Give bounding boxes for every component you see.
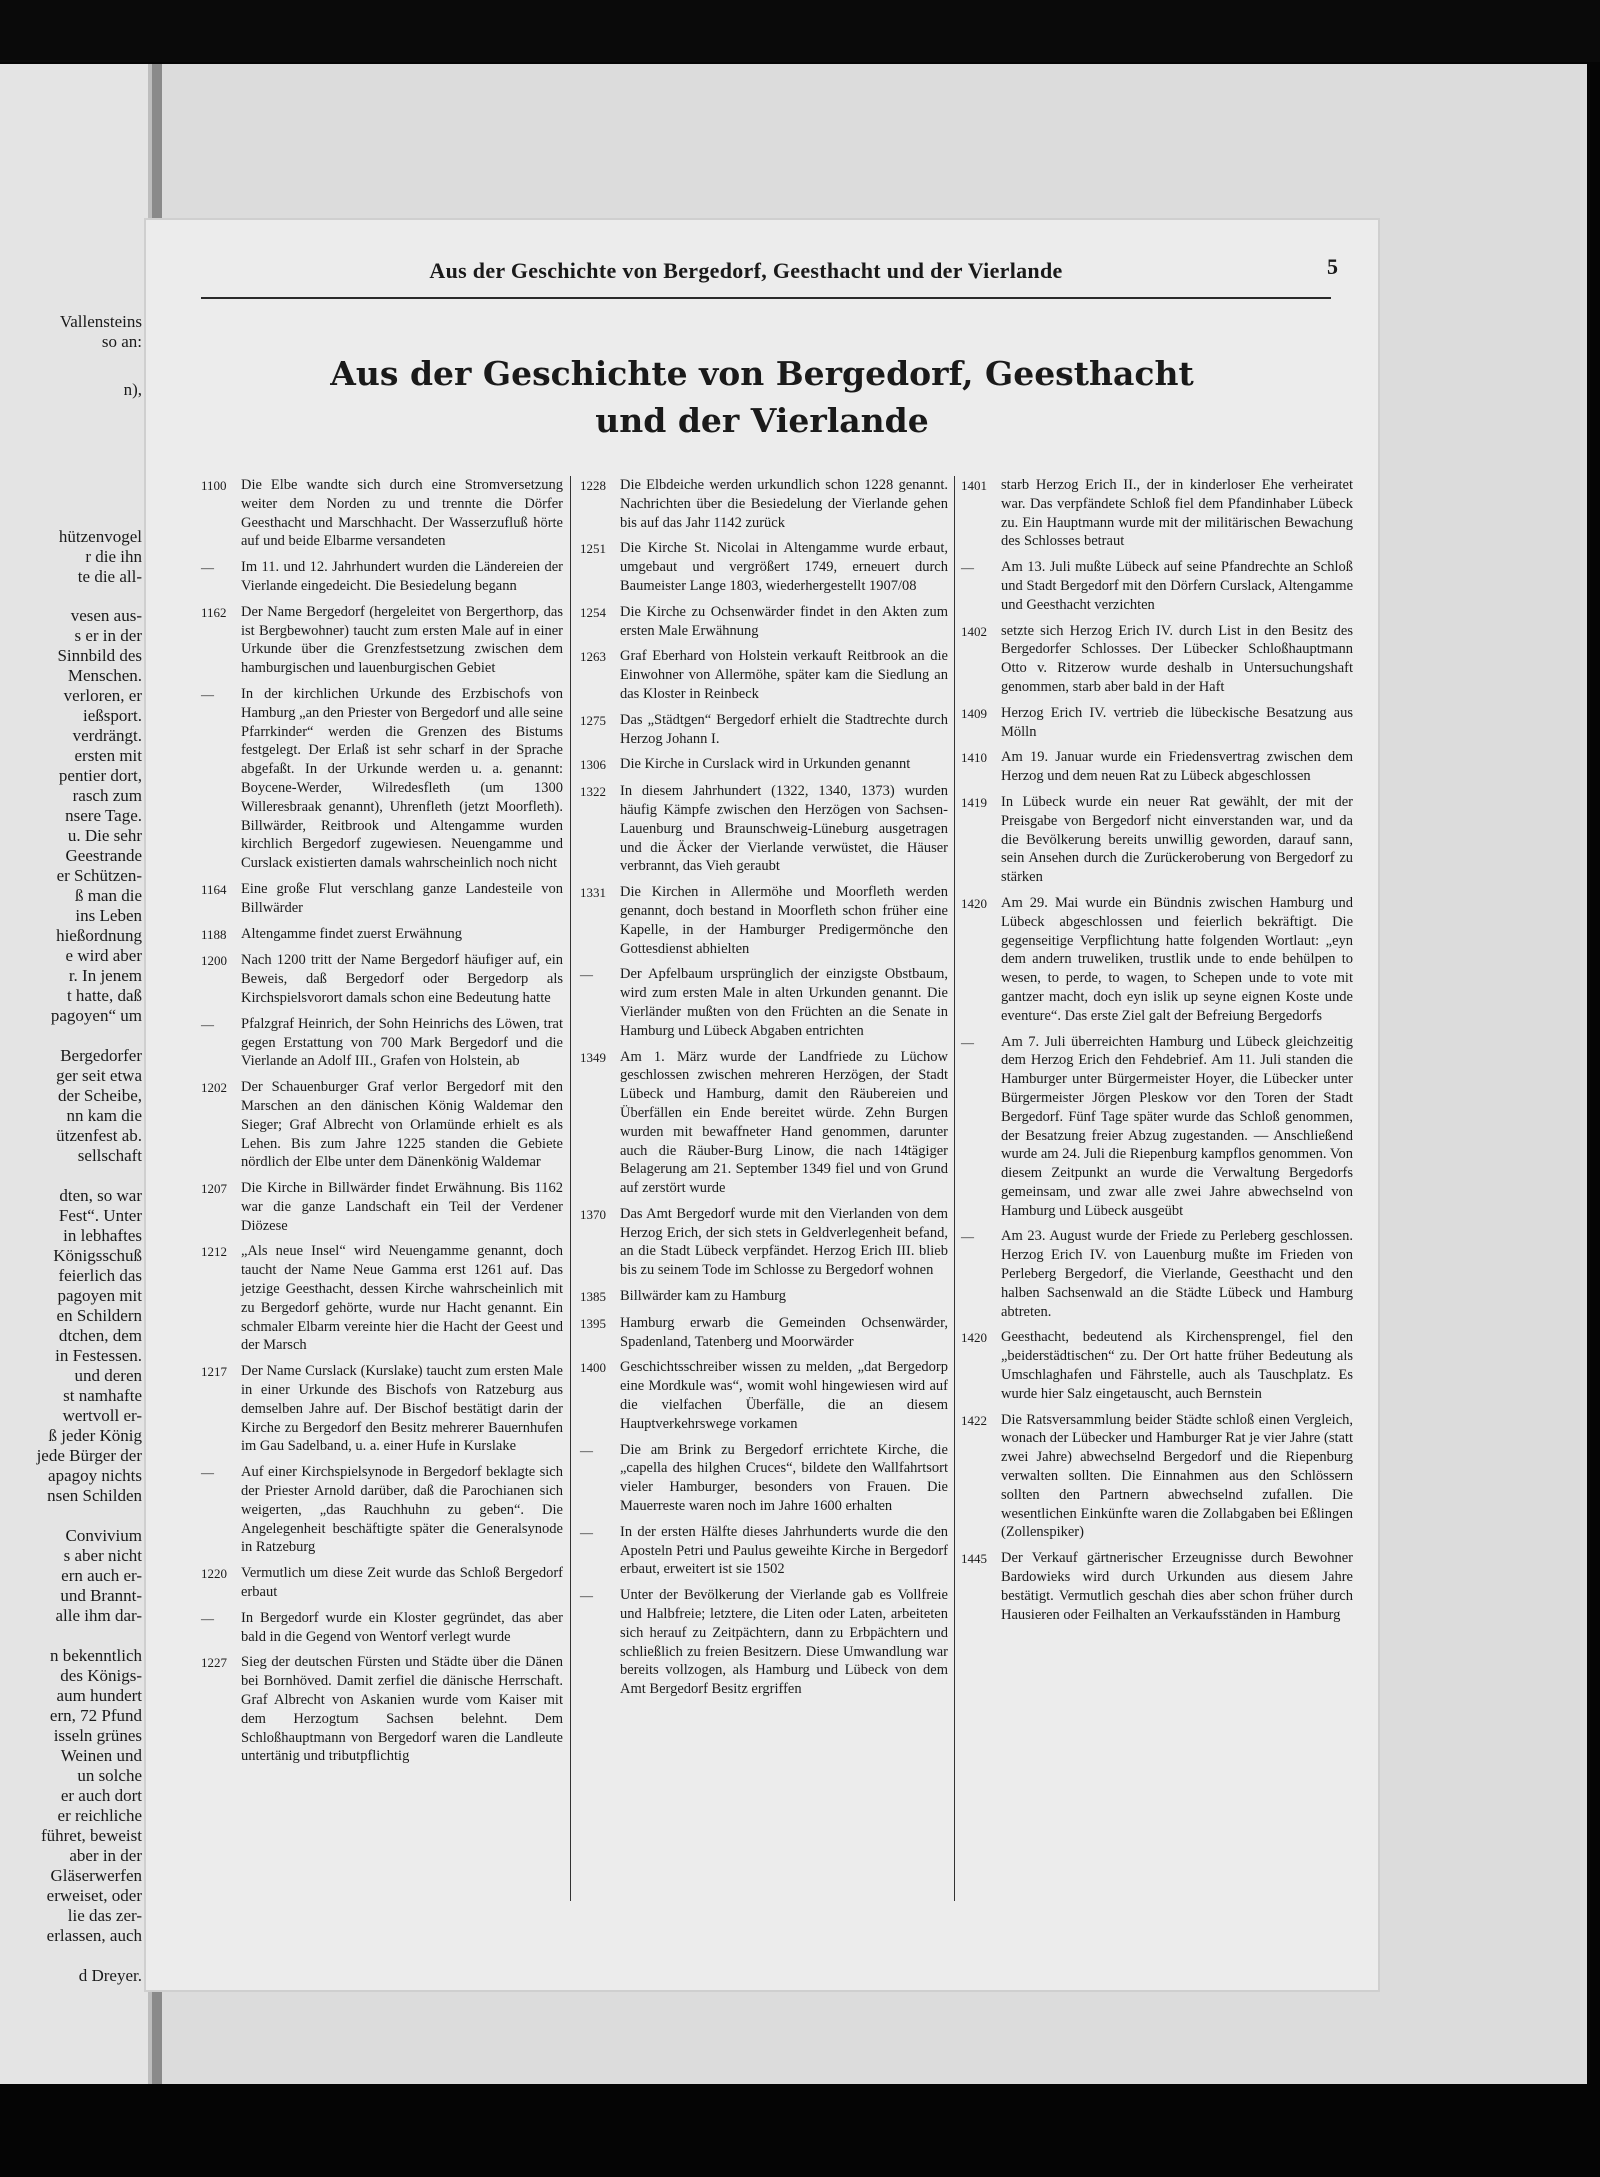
chronology-entry [201,1653,563,1766]
entry-text: Der Name Curslack (Kurslake) taucht zum ersten Male in einer Urkunde des Bischofs von Ratzeburg aus demselben Jahre auf. Der Bischof bestätigt darin der Kirche zu Bergedorf den Besitz mehrerer Bauernhufen im Gau Sadelband, u. a. einer Hufe in Kurslake [241,1363,563,1455]
entry-text: starb Herzog Erich II., der in kinderloser Ehe verheiratet war. Das verpfändete Schloß fiel dem Pfandinhaber Lübeck zu. Ein Hauptmann wurde mit der militärischen Bewachung des Schlosses betraut [1001,477,1353,550]
adjacent-page-line: Geestrande [65,846,142,865]
adjacent-page-line: t hatte, daß [66,986,142,1005]
entry-year: 1370 [580,1206,606,1222]
entry-year: 1220 [201,1566,227,1582]
entry-year: 1202 [201,1080,227,1096]
adjacent-page-line: vesen aus- [70,606,142,625]
chronology-entry [580,1048,948,1198]
entry-text: Der Schauenburger Graf verlor Bergedorf mit den Marschen an den dänischen König Waldemar den Sieger; Graf Albrecht von Orlamünde erhielt es als Lehen. Bis zum Jahre 1225 standen die Gebiete nördlich der Elbe unter dem Dänenkönig Waldemar [241,1079,563,1171]
chronology-entry [961,476,1353,551]
chronology-entry [201,476,563,551]
chronology-entry [201,1564,563,1602]
adjacent-page-line: er Schützen- [56,866,142,885]
entry-year: 1422 [961,1412,987,1428]
entry-text: Am 29. Mai wurde ein Bündnis zwischen Hamburg und Lübeck abgeschlossen und feierlich bekräftigt. Die gegenseitige Verpflichtung hatte folgenden Wortlaut: „eyn dem andern truweliken, trustlik unde to ende behülpen to wesen, to perde, to wagen, to Schepen unde to vote mit gantzer macht, doch eyn islik up seyne eignen Koste unde eventure“. Das erste Ziel galt der Befreiung Bergedorfs [1001,894,1353,1024]
entry-text: Auf einer Kirchspielsynode in Bergedorf beklagte sich der Priester Arnold darüber, daß die Parochianen sich weigerten, „das Rauchhuhn zu geben“. Die Angelegenheit beschäftigte später die Generalsynode in Ratzeburg [241,1464,563,1556]
adjacent-page-line: Königsschuß [53,1246,142,1265]
entry-year: — [201,1016,214,1032]
chronology-column-2 [580,476,948,1706]
chronology-entry [580,755,948,775]
adjacent-page-line: un solche [77,1766,142,1785]
entry-text: Eine große Flut verschlang ganze Landesteile von Billwärder [241,880,563,916]
adjacent-page-line: in Festessen. [55,1346,142,1365]
entry-text: Die Kirchen in Allermöhe und Moorfleth werden genannt, doch bestand in Moorfleth schon früher eine Kapelle, in der Hamburger Predigermönche den Gottesdienst abhielten [620,884,948,957]
entry-text: Altengamme findet zuerst Erwähnung [241,925,463,942]
entry-year: — [580,1524,593,1540]
entry-year: 1331 [580,885,606,901]
entry-year: 1401 [961,478,987,493]
adjacent-page-line: Vallensteins [59,312,142,331]
adjacent-page-line: apagoy nichts [48,1466,142,1485]
chronology-entry [201,880,563,918]
entry-text: Am 7. Juli überreichten Hamburg und Lübeck gleichzeitig dem Herzog Erich den Fehdebrief. Am 11. Juli standen die Hamburger unter Bürgermeister Hoyer, die Lübecker unter Bürgermeister Jörgen Pleskow vor den Toren der Stadt Bergedorf. Fünf Tage später wurde das Schloß genommen, der Besatzung freier Abzug zugestanden. — Anschließend wurde am 24. Juli die Riepenburg kampflos genommen. Von diesem Zeitpunkt an wurde die Verwaltung Bergedorfs gemeinsam, und zwar alle zwei Jahre abwechselnd von Hamburg und Lübeck ausgeübt [1001,1033,1353,1219]
entry-year: 1409 [961,705,987,721]
adjacent-page-line: d Dreyer. [78,1966,142,1985]
entry-text: Die Elbdeiche werden urkundlich schon 1228 genannt. Nachrichten über die Besiedelung der Vierlande gehen bis auf das Jahr 1142 zurück [620,477,948,531]
chronology-entry [580,1314,948,1352]
chronology-entry [201,558,563,596]
entry-text: Pfalzgraf Heinrich, der Sohn Heinrichs des Löwen, trat gegen Erstattung von 700 Mark Bergedorf und die Vierlande an Adolf III., Grafen von Holstein, ab [241,1015,563,1070]
chronology-entry [201,1609,563,1647]
chronology-column-3 [961,476,1353,1631]
entry-text: Am 1. März wurde der Landfriede zu Lüchow geschlossen zwischen mehreren Herzögen, der Stadt Lübeck und Hamburg, damit den Räubereien und Überfällen ein Ende bereitet würde. Zehn Burgen wurden mit bewaffneter Hand genommen, darunter auch die Räuber-Burg Linow, die nach 14tägiger Belagerung am 21. September 1349 fiel und von Grund auf zerstört wurde [620,1048,948,1197]
chronology-entry [580,1358,948,1433]
adjacent-page-line: lie das zer- [67,1906,142,1925]
entry-year: — [961,1034,974,1050]
chronology-entry [961,558,1353,614]
entry-text: Unter der Bevölkerung der Vierlande gab es Vollfreie und Halbfreie; letztere, die Liten oder Laten, arbeiteten sich herauf zu Zeitpächtern, dann zu Erbpächtern und schließlich zu freien Besitzern. Diese Umwandlung war bereits vollzogen, als Hamburg und Lübeck von dem Amt Bergedorf Besitz ergriffen [620,1587,948,1698]
adjacent-page-line: verdrängt. [72,726,142,745]
adjacent-page-line: ß man die [74,886,142,905]
entry-text: Vermutlich um diese Zeit wurde das Schloß Bergedorf erbaut [241,1565,563,1601]
entry-text: In Bergedorf wurde ein Kloster gegründet, das aber bald in die Gegend von Wentorf verlegt wurde [241,1609,563,1645]
entry-text: Die Kirche in Billwärder findet Erwähnung. Bis 1162 war die ganze Landschaft ein Teil der Verdener Diözese [241,1180,563,1234]
adjacent-page-line: r. In jenem [68,966,142,985]
adjacent-page-line: pentier dort, [58,766,142,785]
entry-text: Nach 1200 tritt der Name Bergedorf häufiger auf, ein Beweis, daß Bergedorf oder Bergedorp als Kirchspielsvorort damals schon eine Bedeutung hatte [241,952,563,1006]
article-title-line-1: Aus der Geschichte von Bergedorf, Geesthacht [330,354,1194,393]
chronology-column-1 [201,476,563,1773]
adjacent-page-line: ern auch er- [61,1566,142,1585]
entry-text: Der Name Bergedorf (hergeleitet von Bergerthorp, das ist Bergbewohner) taucht zum ersten Male auf in einer Urkunde über die Grenzfestsetzung zwischen dem hamburgischen und lauenburgischen Gebiet [241,603,563,677]
adjacent-page-line: n bekenntlich [49,1646,142,1665]
entry-year: 1419 [961,794,987,810]
scan-border-top [0,0,1600,62]
chronology-entry [580,1287,948,1307]
header-rule [201,297,1331,299]
chronology-entry [961,622,1353,697]
chronology-entry [580,965,948,1040]
chronology-entry [580,539,948,595]
entry-year: 1217 [201,1364,227,1380]
entry-year: — [201,1610,214,1626]
chronology-entry [201,1015,563,1071]
entry-text: In Lübeck wurde ein neuer Rat gewählt, der mit der Preisgabe von Bergedorf nicht einverstanden war, und da die Bevölkerung bereits unwillig geworden, darauf sann, sein Ansehen durch die Zurückeroberung von Bergedorf zu stärken [1001,793,1353,886]
entry-year: — [961,560,974,576]
adjacent-page-line: ersten mit [74,746,142,765]
entry-text: Die Elbe wandte sich durch eine Stromversetzung weiter dem Norden zu und trennte die Dörfer Geesthacht und Marschhacht. Der Wasserzufluß hörte auf und beide Elbarme versandeten [241,477,563,550]
adjacent-page-line: Convivium [65,1526,142,1545]
entry-year: 1254 [580,604,606,620]
running-header: Aus der Geschichte von Bergedorf, Geesthacht und der Vierlande [429,258,1063,283]
adjacent-page-line: sellschaft [77,1146,142,1165]
adjacent-page-line: ießsport. [82,706,142,725]
adjacent-page-line: Fest“. Unter [58,1206,142,1225]
document-page [146,220,1378,1990]
entry-year: 1445 [961,1551,987,1567]
adjacent-page-line: in lebhaftes [63,1226,142,1245]
entry-text: Am 19. Januar wurde ein Friedensvertrag zwischen dem Herzog und dem neuen Rat zu Lübeck abgeschlossen [1001,749,1353,785]
article-title-line-2: und der Vierlande [595,401,929,440]
chronology-entry [580,711,948,749]
entry-year: 1420 [961,895,987,911]
entry-year: 1420 [961,1330,987,1346]
adjacent-page-line: pagoyen mit [57,1286,142,1305]
entry-year: 1400 [580,1360,606,1376]
chronology-entry [201,685,563,873]
adjacent-page-line: nsen Schilden [47,1486,142,1505]
entry-text: Die Ratsversammlung beider Städte schloß einen Vergleich, wonach der Lübecker und Hamburger Rat je vier Jahre (statt zwei Jahre) abwechselnd Bergedorf und die Riepenburg verwalten sollten. Die Einnahmen aus den Schlössern sollten den Partnern abwechselnd zufallen. Die wesentlichen Einkünfte waren die Zollabgaben bei Eßlingen (Zollenspiker) [1001,1411,1353,1541]
entry-year: 1395 [580,1315,606,1331]
adjacent-page-line: nsere Tage. [65,806,142,825]
adjacent-page-line: hießordnung [56,926,142,945]
adjacent-page-line: dten, so war [59,1186,142,1205]
adjacent-page-line: dtchen, dem [58,1326,142,1345]
column-divider [570,476,571,1901]
chronology-entry [580,1205,948,1280]
entry-text: Am 13. Juli mußte Lübeck auf seine Pfandrechte an Schloß und Stadt Bergedorf mit den Dörfern Curslack, Altengamme und Geesthacht verzichten [1001,559,1353,613]
entry-year: — [201,560,214,576]
entry-year: 1322 [580,784,606,800]
chronology-entry [201,1362,563,1456]
entry-year: 1410 [961,750,987,766]
adjacent-page-line: so an: [101,332,142,351]
adjacent-page-line: en Schildern [56,1306,142,1325]
chronology-entry [201,603,563,678]
entry-year: 1251 [580,541,606,557]
chronology-entry [961,1227,1353,1321]
entry-year: — [201,1465,214,1481]
entry-text: setzte sich Herzog Erich IV. durch List in den Besitz des Bergedorfer Schlosses. Der Lübecker Schloßhauptmann Otto v. Ritzerow wurde deshalb in Untersuchungshaft genommen, starb aber bald in der Haft [1001,622,1353,695]
chronology-entry [580,1586,948,1699]
entry-year: 1349 [580,1049,606,1065]
chronology-entry [961,1328,1353,1403]
adjacent-page-line: und deren [74,1366,142,1385]
entry-text: Der Verkauf gärtnerischer Erzeugnisse durch Bewohner Bardowieks wird durch Urkunden aus diesem Jahre bestätigt. Vermutlich geschah dies aber schon früher durch Hausieren oder Feilhalten an Verkaufsständen in Hamburg [1001,1550,1353,1623]
chronology-entry [580,603,948,641]
adjacent-page-line: Menschen. [67,666,142,685]
entry-year: — [580,1442,593,1458]
entry-text: Im 11. und 12. Jahrhundert wurden die Ländereien der Vierlande eingedeicht. Die Besiedelung begann [241,559,563,594]
entry-year: 1275 [580,712,606,728]
chronology-entry [961,1411,1353,1543]
entry-text: Die Kirche in Curslack wird in Urkunden genannt [620,756,911,773]
entry-year: 1385 [580,1289,606,1305]
chronology-entry [961,894,1353,1026]
chronology-entry [580,476,948,532]
adjacent-page-line: isseln grünes [53,1726,142,1745]
chronology-entry [961,704,1353,742]
page-number: 5 [1327,254,1338,279]
chronology-entry [580,1441,948,1516]
entry-text: Hamburg erwarb die Gemeinden Ochsenwärder, Spadenland, Tatenberg und Moorwärder [620,1314,948,1350]
chronology-entry [961,1549,1353,1624]
entry-text: Sieg der deutschen Fürsten und Städte über die Dänen bei Bornhöved. Damit zerfiel die dänische Herrschaft. Graf Albrecht von Askanien wurde vom Kaiser mit dem Herzogtum Sachsen belehnt. Dem Schloßhauptmann von Bergedorf waren die Landleute untertänig und tributpflichtig [241,1654,563,1765]
chronology-entry [580,782,948,876]
entry-text: Der Apfelbaum ursprünglich der einzigste Obstbaum, wird zum ersten Male in alten Urkunden genannt. Die Vierländer mußten von den Früchten an die Senate in Hamburg und Lübeck Abgaben entrichten [620,966,948,1039]
adjacent-page-line: Bergedorfer [60,1046,142,1065]
entry-year: — [580,967,593,983]
entry-year: 1207 [201,1181,227,1197]
adjacent-page-line: erweiset, oder [46,1886,142,1905]
entry-year: 1188 [201,926,227,942]
entry-text: „Als neue Insel“ wird Neuengamme genannt, doch taucht der Name Neue Gamma erst 1261 auf. Das jetzige Geesthacht, dessen Kirche wahrscheinlich mit zu Bergedorf gehörte, wurde nur Hacht genannt. Ein schmaler Elbarm vereinte hier die Hacht der Geest und der Marsch [241,1243,563,1354]
adjacent-page-line: alle ihm dar- [55,1606,142,1625]
entry-year: 1100 [201,478,227,493]
entry-year: 1227 [201,1655,227,1671]
entry-text: In diesem Jahrhundert (1322, 1340, 1373) wurden häufig Kämpfe zwischen den Herzögen von Sachsen-Lauenburg und Braunschweig-Lüneburg ausgetragen und die Äcker der Vierlande verwüstet, die Häuser verbrannt, das Vieh geraubt [620,783,948,875]
adjacent-page-line: des Königs- [60,1666,142,1685]
entry-year: 1402 [961,623,987,639]
entry-text: In der kirchlichen Urkunde des Erzbischofs von Hamburg „an den Priester von Bergedorf und alle seine Pfarrkinder“ werden die Grenzen des Bistums festgelegt. Der Erlaß ist sehr scharf in der Sprache abgefaßt. In der Urkunde werden u. a. genannt: Boycene-Werder, Wilredesfleth (um 1300 Willeresbraak genannt), Uhrenfleth (jetzt Moorfleth). Billwärder, Reitbrook und Altengamme wurden kirchlich Bergedorf zugewiesen. Neuengamme und Curslack existierten damals wahrscheinlich noch nicht [241,685,563,872]
entry-year: 1212 [201,1244,227,1260]
adjacent-page-line: s aber nicht [63,1546,142,1565]
chronology-entry [201,1078,563,1172]
adjacent-page-line: rasch zum [72,786,142,805]
entry-text: Das Amt Bergedorf wurde mit den Vierlanden von dem Herzog Erich, der sich stets in Geldverlegenheit befand, an die Stadt Lübeck verpfändet. Herzog Erich III. blieb bis zu seinem Tode im Schlosse zu Bergedorf wohnen [620,1205,948,1279]
adjacent-page-line: n), [123,380,142,399]
adjacent-page-line: st namhafte [63,1386,142,1405]
entry-year: 1162 [201,604,227,620]
adjacent-page-line: Weinen und [60,1746,142,1765]
adjacent-page-line: u. Die sehr [67,826,142,845]
adjacent-page-line: aum hundert [56,1686,142,1705]
adjacent-page-line: hützenvogel [58,527,142,546]
entry-text: Herzog Erich IV. vertrieb die lübeckische Besatzung aus Mölln [1001,704,1353,740]
entry-text: In der ersten Hälfte dieses Jahrhunderts wurde die den Aposteln Petri und Paulus geweihte Kirche in Bergedorf erbaut, erweitert ist sie 1502 [620,1523,948,1578]
adjacent-page-line: wertvoll er- [62,1406,142,1425]
adjacent-page-line: der Scheibe, [57,1086,142,1105]
entry-text: Geschichtsschreiber wissen zu melden, „dat Bergedorp eine Mordkule was“, womit wohl hingewiesen wird auf die vielfachen Überfälle, die an diesem Hauptverkehrswege vorkamen [620,1359,948,1432]
adjacent-page-line: Gläserwerfen [50,1866,142,1885]
entry-year: 1164 [201,881,227,897]
adjacent-page-line: Sinnbild des [57,646,142,665]
chronology-entry [961,793,1353,887]
chronology-entry [201,1242,563,1355]
entry-text: Die am Brink zu Bergedorf errichtete Kirche, die „capella des hilghen Cruces“, bildete den Wallfahrtsort vieler Hamburger, besonders von Frauen. Die Mauerreste waren noch im Jahre 1600 erhalten [620,1441,948,1515]
entry-year: — [201,686,214,702]
entry-year: 1306 [580,757,606,773]
adjacent-page-line: te die all- [77,567,142,586]
adjacent-page-line: er auch dort [60,1786,142,1805]
chronology-entry [201,951,563,1007]
adjacent-page-line: ger seit etwa [56,1066,142,1085]
entry-text: Am 23. August wurde der Friede zu Perleberg geschlossen. Herzog Erich IV. von Lauenburg mußte im Frieden von Perleberg Bergedorf, die Vierlande, Geesthacht und den halben Sachsenwald an die Städte Lübeck und Hamburg abtreten. [1001,1228,1353,1320]
entry-year: — [580,1588,593,1604]
adjacent-page-line: ützenfest ab. [56,1126,142,1145]
chronology-entry [580,883,948,958]
adjacent-page-line: e wird aber [65,946,142,965]
adjacent-page-line: führet, beweist [40,1826,142,1845]
adjacent-page-line: ß jeder König [48,1426,142,1445]
entry-year: 1200 [201,953,227,969]
entry-text: Graf Eberhard von Holstein verkauft Reitbrook an die Einwohner von Allermöhe, später kam die Siedlung an das Kloster in Reinbeck [620,648,948,702]
chronology-entry [201,1179,563,1235]
entry-text: Geesthacht, bedeutend als Kirchensprengel, fiel den „beiderstädtischen“ zu. Der Ort hatte früher Bedeutung als Umschlaghafen und Fährstelle, auch als Tauschplatz. Es wurde hier Salz eingetauscht, auch Bernstein [1001,1329,1353,1402]
entry-text: Das „Städtgen“ Bergedorf erhielt die Stadtrechte durch Herzog Johann I. [620,711,948,747]
adjacent-page-line: s er in der [74,626,142,645]
chronology-entry [201,925,563,945]
chronology-entry [961,1033,1353,1221]
entry-year: 1228 [580,478,606,493]
adjacent-page-line: feierlich das [58,1266,142,1285]
adjacent-page-line: und Brannt- [60,1586,142,1605]
entry-text: Die Kirche St. Nicolai in Altengamme wurde erbaut, umgebaut und vergrößert 1749, erneuert durch Baumeister Lange 1803, wiederhergestellt 1907/08 [620,540,948,594]
adjacent-page-line: jede Bürger der [36,1446,142,1465]
adjacent-page-line: ins Leben [75,906,142,925]
adjacent-page-line: er reichliche [57,1806,142,1825]
chronology-entry [580,647,948,703]
entry-text: Die Kirche zu Ochsenwärder findet in den Akten zum ersten Male Erwähnung [620,603,948,639]
column-divider [954,476,955,1901]
adjacent-page [0,64,152,2084]
article-title [146,350,1378,444]
adjacent-page-line: ern, 72 Pfund [49,1706,142,1725]
chronology-entry [580,1523,948,1579]
adjacent-page-line: verloren, er [63,686,142,705]
entry-year: — [961,1229,974,1245]
entry-year: 1263 [580,649,606,665]
adjacent-page-line: r die ihn [85,547,142,566]
entry-text: Billwärder kam zu Hamburg [620,1288,787,1305]
adjacent-page-line: aber in der [69,1846,142,1865]
adjacent-page-line: pagoyen“ um [50,1006,142,1025]
chronology-entry [961,748,1353,786]
adjacent-page-line: erlassen, auch [46,1926,142,1945]
adjacent-page-line: nn kam die [66,1106,142,1125]
chronology-entry [201,1463,563,1557]
